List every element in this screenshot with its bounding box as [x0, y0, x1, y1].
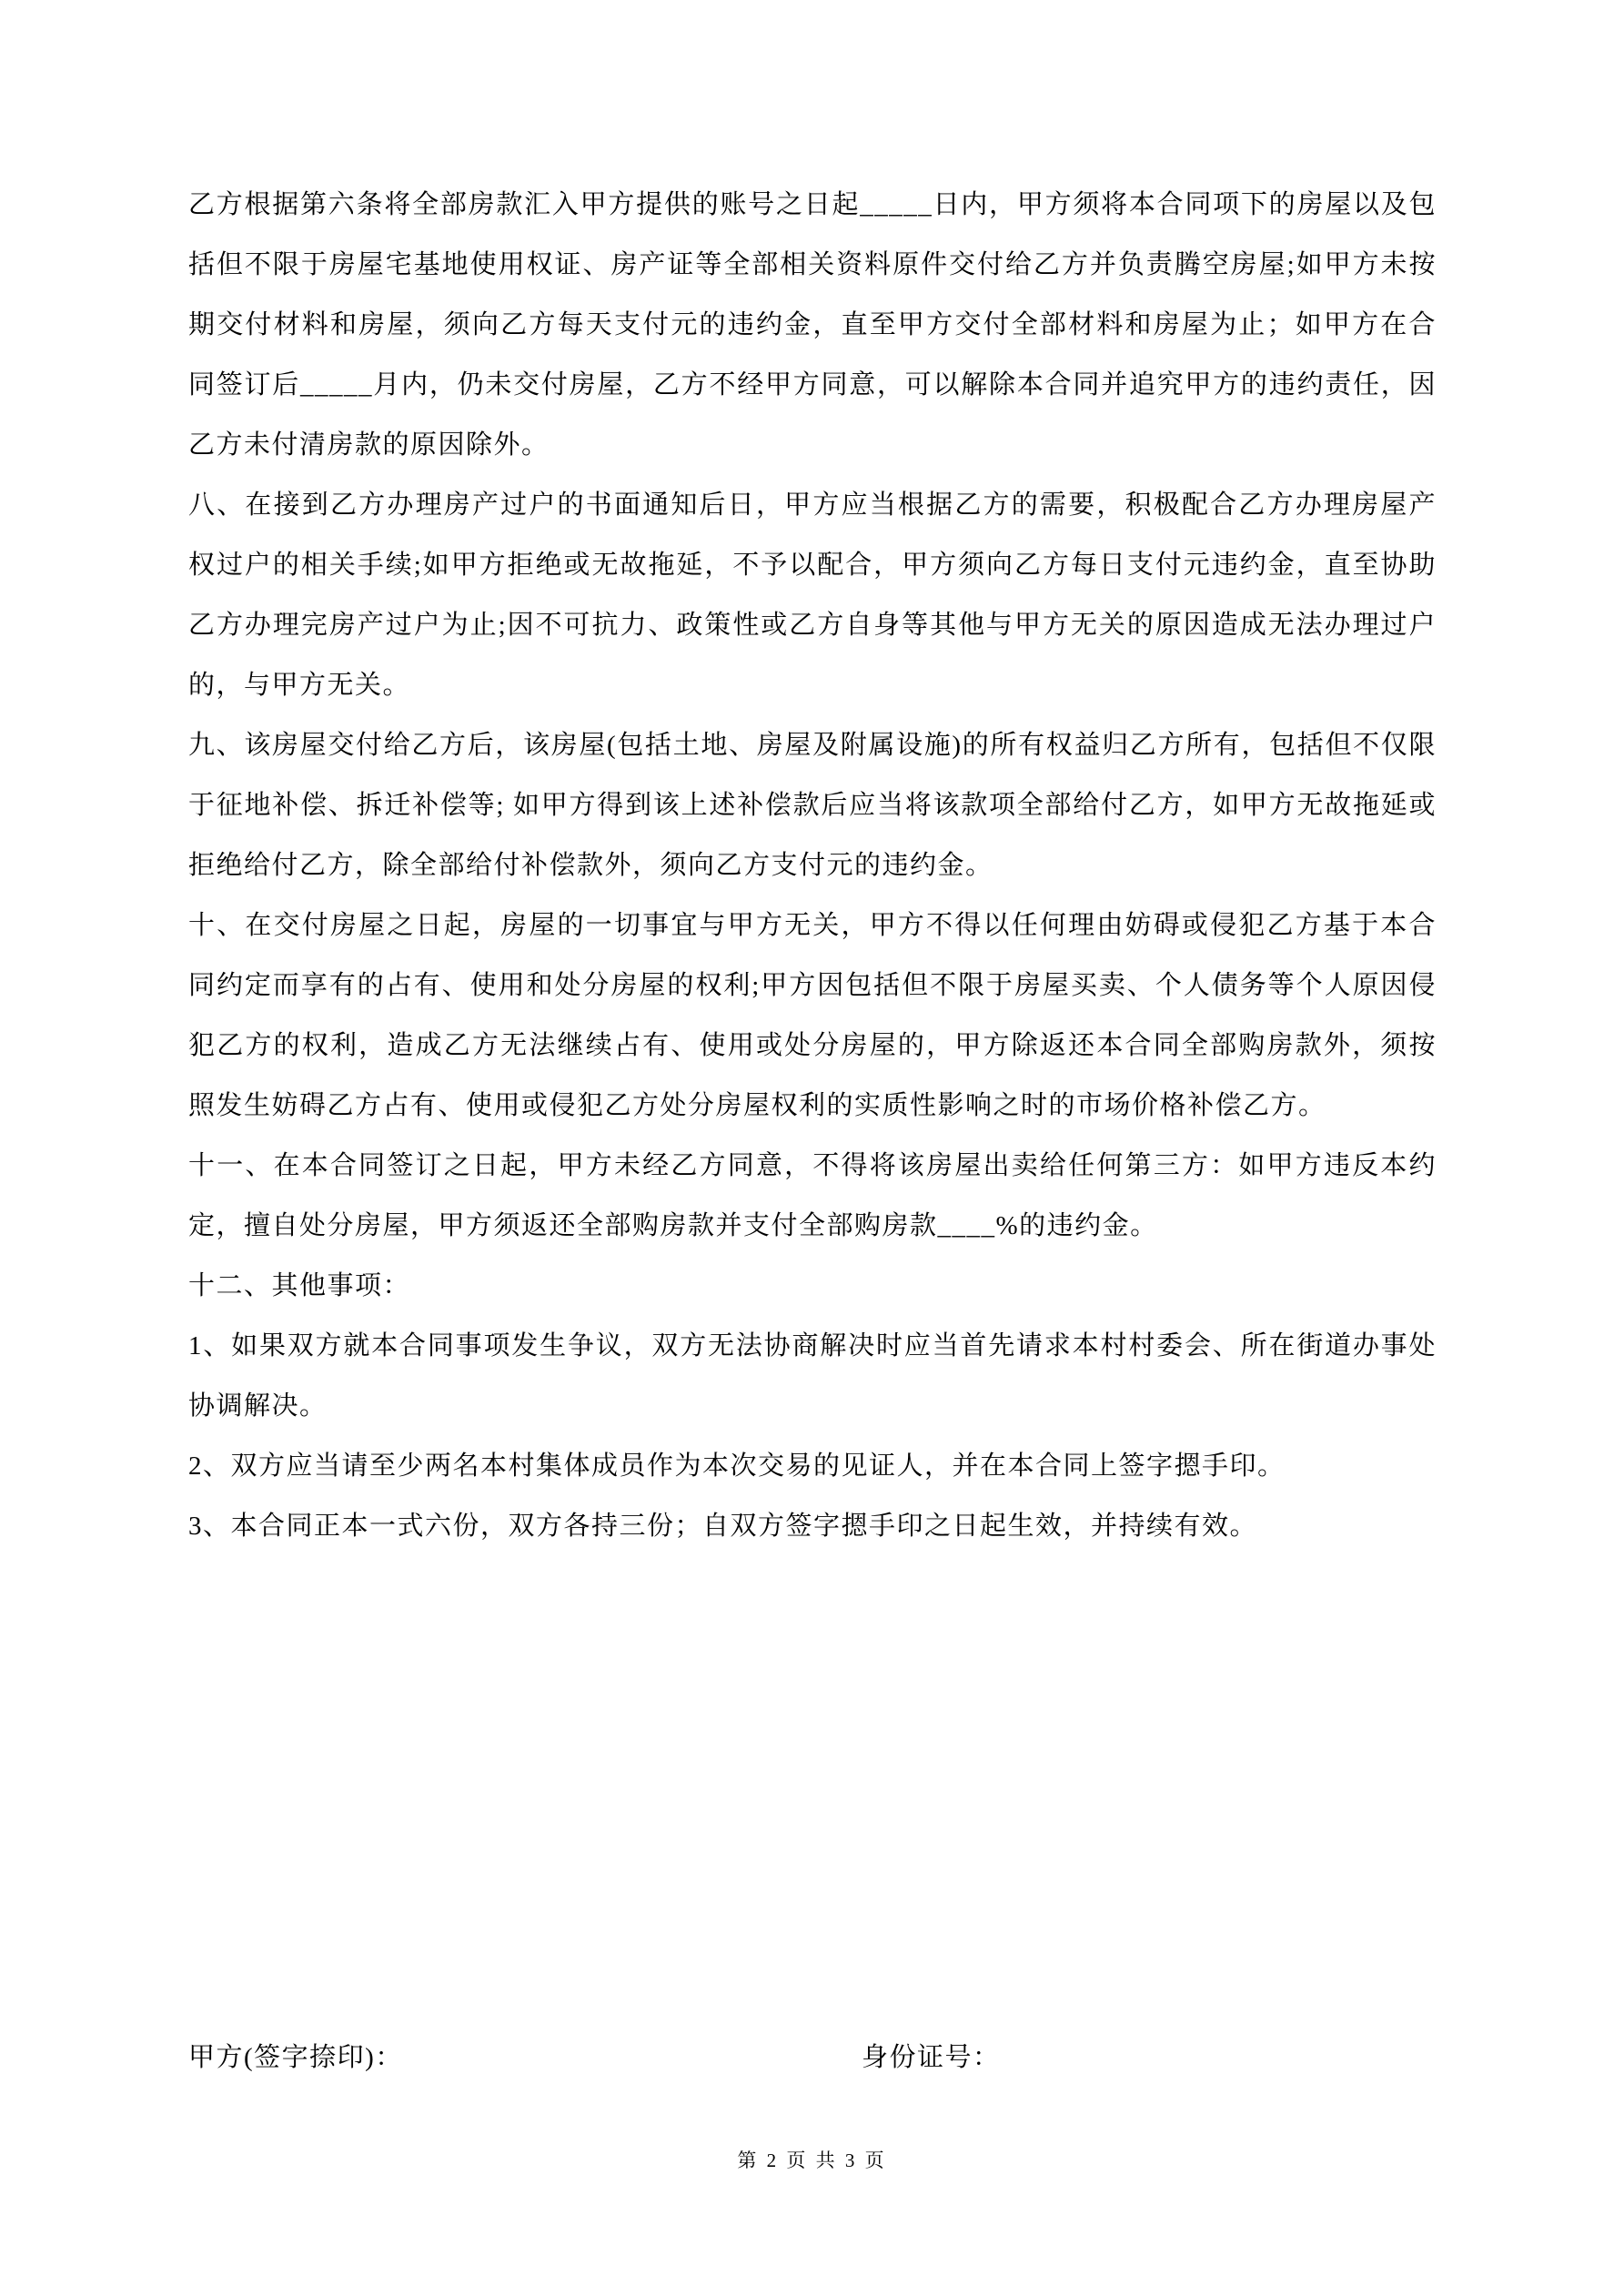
paragraph-clause-9: 九、该房屋交付给乙方后，该房屋(包括土地、房屋及附属设施)的所有权益归乙方所有，包括但不仅限于征地补偿、拆迁补偿等; 如甲方得到该上述补偿款后应当将该款项全部给付乙方，如甲方无故拖延或拒绝给付乙方，除全部给付补偿款外，须向乙方支付元的违约金。 [188, 731, 1437, 880]
contract-body [188, 175, 1437, 1556]
paragraph-clause-11: 十一、在本合同签订之日起，甲方未经乙方同意，不得将该房屋出卖给任何第三方：如甲方违反本约定，擅自处分房屋，甲方须返还全部购房款并支付全部购房款____%的违约金。 [188, 1151, 1437, 1240]
paragraph-clause-12-item-2: 2、双方应当请至少两名本村集体成员作为本次交易的见证人，并在本合同上签字摁手印。 [188, 1451, 1286, 1481]
paragraph-clause-12: 十二、其他事项： [188, 1271, 411, 1300]
paragraph-clause-12-item-1: 1、如果双方就本合同事项发生争议，双方无法协商解决时应当首先请求本村村委会、所在街道办事处协调解决。 [188, 1331, 1437, 1421]
id-number-label: 身份证号： [862, 2043, 1001, 2072]
page-number-footer: 第 2 页 共 3 页 [737, 2149, 887, 2171]
paragraph-clause-12-item-3: 3、本合同正本一式六份，双方各持三份；自双方签字摁手印之日起生效，并持续有效。 [188, 1512, 1258, 1541]
signature-row [188, 2037, 1437, 2097]
paragraph-payment-terms: 乙方根据第六条将全部房款汇入甲方提供的账号之日起_____日内，甲方须将本合同项下的房屋以及包括但不限于房屋宅基地使用权证、房产证等全部相关资料原件交付给乙方并负责腾空房屋;如甲方未按期交付材料和房屋，须向乙方每天支付元的违约金，直至甲方交付全部材料和房屋为止；如甲方在合同签订后_____月内，仍未交付房屋，乙方不经甲方同意，可以解除本合同并追究甲方的违约责任，因乙方未付清房款的原因除外。 [188, 190, 1437, 460]
party-a-signature-label: 甲方(签字捺印)： [188, 2043, 403, 2072]
paragraph-clause-8: 八、在接到乙方办理房产过户的书面通知后日，甲方应当根据乙方的需要，积极配合乙方办理房屋产权过户的相关手续;如甲方拒绝或无故拖延，不予以配合，甲方须向乙方每日支付元违约金，直至协助乙方办理完房产过户为止;因不可抗力、政策性或乙方自身等其他与甲方无关的原因造成无法办理过户的，与甲方无关。 [188, 491, 1437, 700]
paragraph-clause-10: 十、在交付房屋之日起，房屋的一切事宜与甲方无关，甲方不得以任何理由妨碍或侵犯乙方基于本合同约定而享有的占有、使用和处分房屋的权利;甲方因包括但不限于房屋买卖、个人债务等个人原因侵犯乙方的权利，造成乙方无法继续占有、使用或处分房屋的，甲方除返还本合同全部购房款外，须按照发生妨碍乙方占有、使用或侵犯乙方处分房屋权利的实质性影响之时的市场价格补偿乙方。 [188, 911, 1437, 1120]
